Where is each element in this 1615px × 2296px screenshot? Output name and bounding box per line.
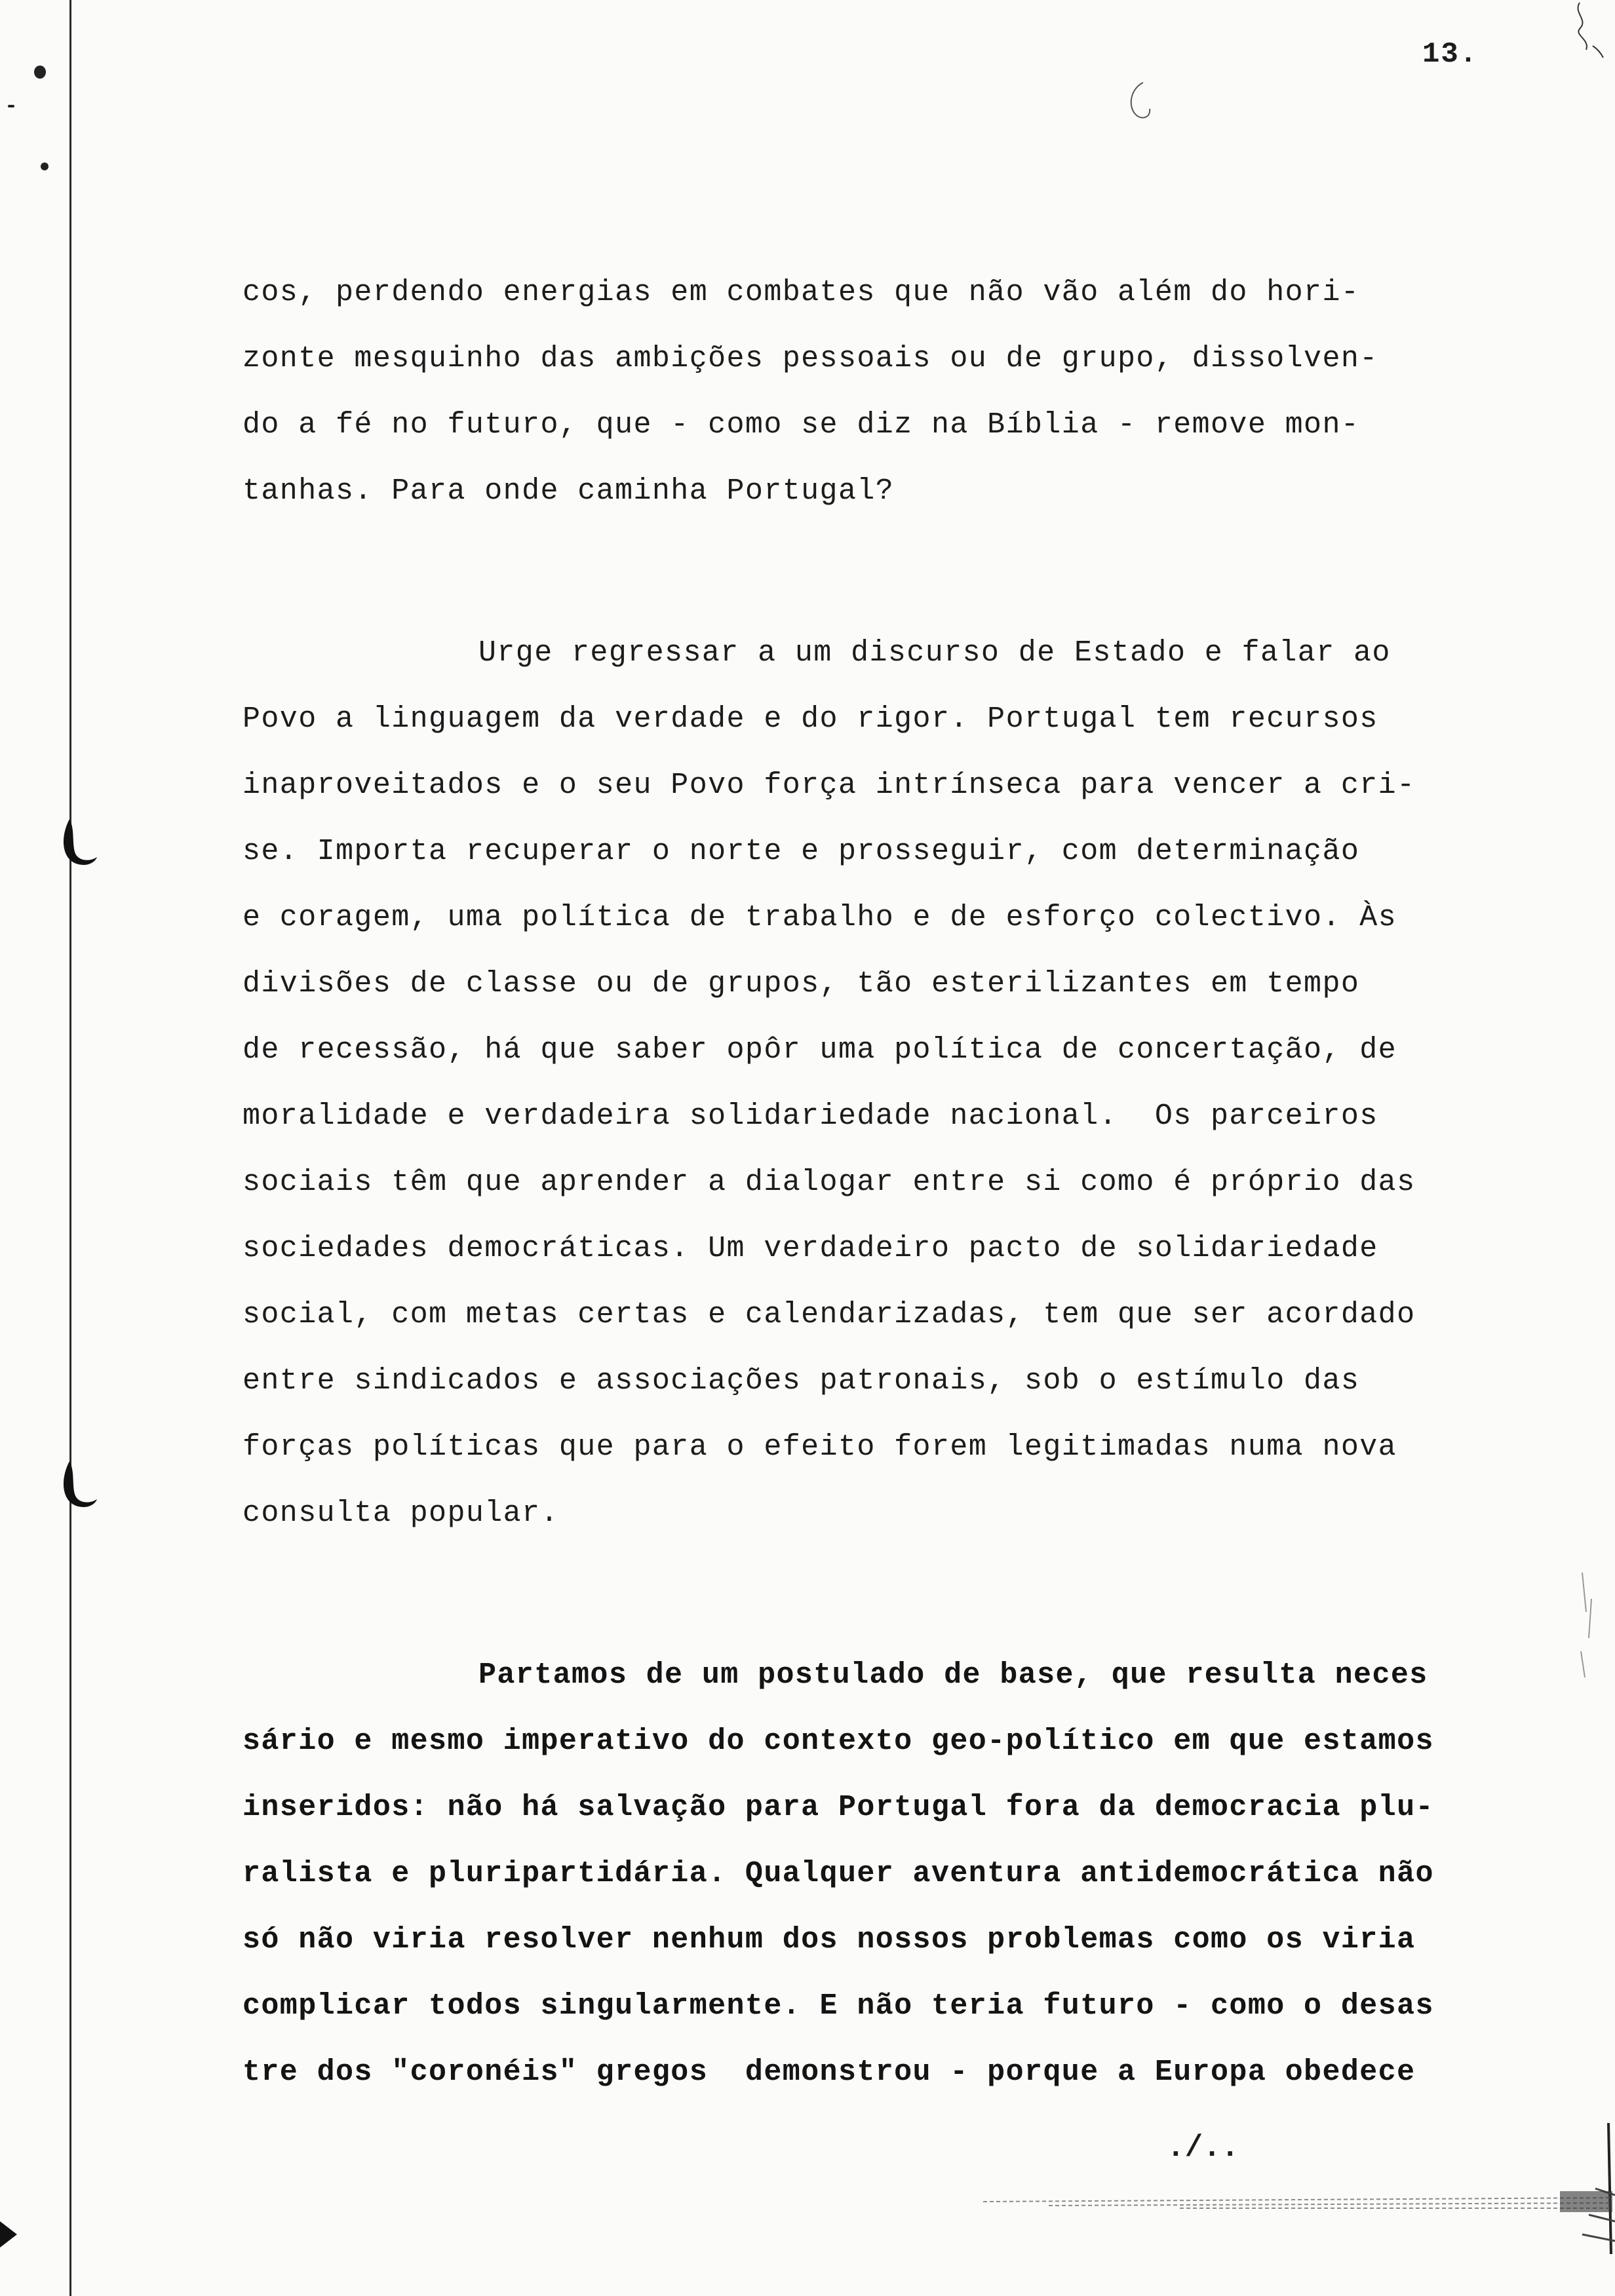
- corner-scribble: [1560, 0, 1606, 59]
- text-line: Urge regressar a um discurso de Estado e falar ao: [478, 636, 1391, 670]
- text-line: sociais têm que aprender a dialogar entre si como é próprio das: [243, 1166, 1416, 1199]
- scan-bottom-noise: [983, 2189, 1612, 2215]
- text-line: se. Importa recuperar o norte e prosseguir, com determinação: [243, 835, 1360, 868]
- punch-hole-mark: [58, 1455, 97, 1520]
- text-line: moralidade e verdadeira solidariedade nacional. Os parceiros: [243, 1100, 1378, 1133]
- text-line: cos, perdendo energias em combates que não vão além do hori-: [243, 276, 1360, 309]
- text-line: forças políticas que para o efeito forem legitimadas numa nova: [243, 1430, 1397, 1464]
- smudge-mark: [1121, 79, 1160, 138]
- page-number: 13.: [1422, 38, 1479, 71]
- paragraph-2: [243, 620, 1501, 1546]
- punch-hole-mark: [58, 813, 97, 878]
- left-margin-rule: [69, 0, 71, 2296]
- paragraph-3: [243, 1642, 1501, 2105]
- text-line: divisões de classe ou de grupos, tão esterilizantes em tempo: [243, 967, 1360, 1001]
- text-line: zonte mesquinho das ambições pessoais ou de grupo, dissolven-: [243, 342, 1378, 375]
- edge-marker: [0, 2215, 20, 2254]
- text-line: consulta popular.: [243, 1497, 559, 1530]
- text-line: inaproveitados e o seu Povo força intrínseca para vencer a cri-: [243, 769, 1416, 802]
- text-line: social, com metas certas e calendarizadas, tem que ser acordado: [243, 1298, 1416, 1331]
- text-line: inseridos: não há salvação para Portugal fora da democracia plu-: [243, 1791, 1434, 1824]
- text-line: Povo a linguagem da verdade e do rigor. Portugal tem recursos: [243, 702, 1378, 736]
- text-line: entre sindicados e associações patronais, sob o estímulo das: [243, 1364, 1360, 1398]
- paragraph-1: [243, 259, 1501, 524]
- scan-dot: [8, 105, 14, 107]
- text-line: só não viria resolver nenhum dos nossos problemas como os viria: [243, 1923, 1416, 1957]
- scan-dot: [34, 66, 46, 79]
- text-line: do a fé no futuro, que - como se diz na Bíblia - remove mon-: [243, 408, 1360, 442]
- text-line: ralista e pluripartidária. Qualquer aventura antidemocrática não: [243, 1857, 1434, 1890]
- continuation-mark: ./..: [1167, 2131, 1239, 2165]
- text-line: complicar todos singularmente. E não teria futuro - como o desas: [243, 1989, 1434, 2023]
- text-line: tre dos "coronéis" gregos demonstrou - porque a Europa obedece: [243, 2056, 1416, 2089]
- text-line: sário e mesmo imperativo do contexto geo-político em que estamos: [243, 1725, 1434, 1758]
- text-line: Partamos de um postulado de base, que resulta neces: [478, 1658, 1428, 1692]
- text-line: e coragem, uma política de trabalho e de esforço colectivo. Às: [243, 901, 1397, 934]
- text-line: de recessão, há que saber opôr uma política de concertação, de: [243, 1033, 1397, 1067]
- text-line: sociedades democráticas. Um verdadeiro pacto de solidariedade: [243, 1232, 1378, 1265]
- text-line: tanhas. Para onde caminha Portugal?: [243, 474, 895, 508]
- scan-edge-noise: [1569, 1559, 1615, 2280]
- scan-dot: [41, 163, 49, 170]
